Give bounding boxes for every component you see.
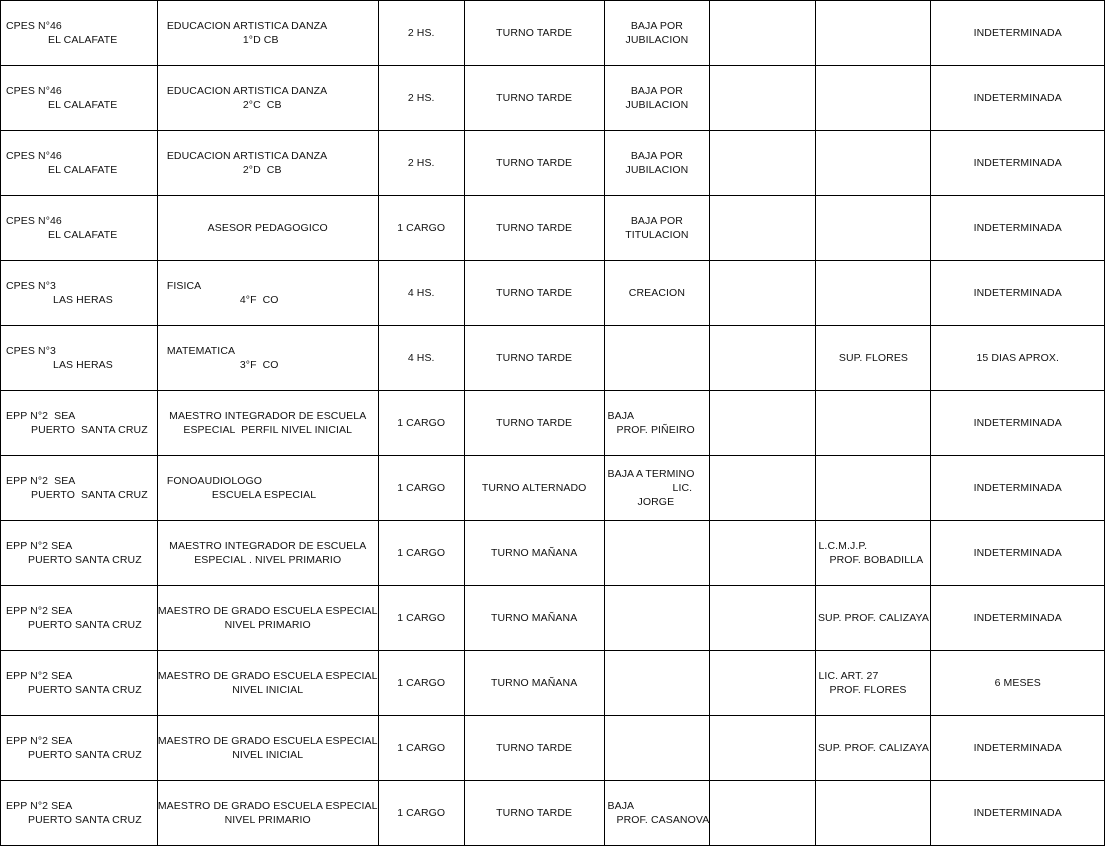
cell-line: L.C.M.J.P.: [818, 540, 868, 552]
school-cell: [1, 326, 158, 391]
table-row: [1, 651, 1105, 716]
note-cell: [816, 586, 931, 651]
cell-line: MAESTRO INTEGRADOR DE ESCUELA: [169, 540, 367, 552]
shift-cell: TURNO TARDE: [464, 391, 604, 456]
empty-cell: [710, 196, 816, 261]
cell-line: BAJA: [607, 800, 635, 812]
empty-cell: [710, 586, 816, 651]
table-row: [1, 456, 1105, 521]
hours-cell: 1 CARGO: [378, 521, 464, 586]
cell-line: EDUCACION ARTISTICA DANZA: [166, 20, 328, 32]
cell-line: 4°F CO: [239, 294, 279, 306]
note-cell: [816, 66, 931, 131]
cell-line: JORGE: [637, 496, 675, 508]
reason-cell: [604, 326, 710, 391]
cell-line: EPP N°2 SEA: [6, 475, 76, 487]
subject-cell: [157, 66, 378, 131]
shift-cell: TURNO TARDE: [464, 131, 604, 196]
note-cell: [816, 456, 931, 521]
reason-cell: [604, 391, 710, 456]
table-row: [1, 1, 1105, 66]
shift-cell: TURNO TARDE: [464, 716, 604, 781]
duration-cell: INDETERMINADA: [931, 66, 1105, 131]
cell-line: EL CALAFATE: [48, 34, 118, 46]
cell-line: CPES N°3: [6, 345, 56, 357]
cell-line: FONOAUDIOLOGO: [166, 475, 263, 487]
cell-line: JUBILACION: [625, 164, 689, 176]
cell-line: EPP N°2 SEA: [6, 800, 73, 812]
cell-line: 3°F CO: [239, 359, 279, 371]
duration-cell: INDETERMINADA: [931, 781, 1105, 846]
shift-cell: TURNO TARDE: [464, 196, 604, 261]
hours-cell: 1 CARGO: [378, 456, 464, 521]
cell-line: MAESTRO INTEGRADOR DE ESCUELA: [169, 410, 367, 422]
empty-cell: [710, 391, 816, 456]
cell-line: LAS HERAS: [53, 359, 113, 371]
cell-line: ESPECIAL . NIVEL PRIMARIO: [194, 554, 342, 566]
reason-cell: [604, 716, 710, 781]
cell-line: EPP N°2 SEA: [6, 605, 73, 617]
school-cell: [1, 196, 158, 261]
reason-cell: [604, 781, 710, 846]
duration-cell: INDETERMINADA: [931, 586, 1105, 651]
table-row: [1, 716, 1105, 781]
reason-cell: [604, 261, 710, 326]
cell-line: PROF. PIÑEIRO: [616, 424, 695, 436]
school-cell: [1, 261, 158, 326]
cell-line: PROF. CASANOVA: [616, 814, 710, 826]
cell-line: BAJA POR: [630, 150, 683, 162]
school-cell: [1, 781, 158, 846]
cell-line: EDUCACION ARTISTICA DANZA: [166, 85, 328, 97]
cell-line: CPES N°46: [6, 215, 62, 227]
reason-cell: [604, 521, 710, 586]
school-cell: [1, 716, 158, 781]
duration-cell: INDETERMINADA: [931, 261, 1105, 326]
school-cell: [1, 651, 158, 716]
empty-cell: [710, 66, 816, 131]
duration-cell: INDETERMINADA: [931, 716, 1105, 781]
shift-cell: TURNO MAÑANA: [464, 651, 604, 716]
cell-line: EPP N°2 SEA: [6, 735, 73, 747]
hours-cell: 2 HS.: [378, 66, 464, 131]
hours-cell: 2 HS.: [378, 131, 464, 196]
school-cell: [1, 131, 158, 196]
duration-cell: 6 MESES: [931, 651, 1105, 716]
cell-line: 1°D CB: [242, 34, 279, 46]
cell-line: 2°D CB: [242, 164, 282, 176]
table-body: [1, 1, 1105, 846]
reason-cell: [604, 131, 710, 196]
cell-line: BAJA POR: [630, 215, 683, 227]
cell-line: SUP. FLORES: [838, 352, 909, 364]
cell-line: PUERTO SANTA CRUZ: [31, 489, 148, 501]
shift-cell: TURNO TARDE: [464, 1, 604, 66]
reason-cell: [604, 456, 710, 521]
subject-cell: [157, 326, 378, 391]
cell-line: 2°C CB: [242, 99, 282, 111]
empty-cell: [710, 456, 816, 521]
cell-line: JUBILACION: [625, 99, 689, 111]
cell-line: ESPECIAL PERFIL NIVEL INICIAL: [183, 424, 353, 436]
subject-cell: [157, 391, 378, 456]
empty-cell: [710, 261, 816, 326]
subject-cell: [157, 651, 378, 716]
note-cell: [816, 716, 931, 781]
duration-cell: INDETERMINADA: [931, 131, 1105, 196]
cell-line: PUERTO SANTA CRUZ: [28, 814, 142, 826]
cell-line: PUERTO SANTA CRUZ: [28, 619, 142, 631]
cell-line: NIVEL PRIMARIO: [224, 814, 311, 826]
cell-line: LAS HERAS: [53, 294, 113, 306]
hours-cell: 1 CARGO: [378, 651, 464, 716]
cell-line: MAESTRO DE GRADO ESCUELA ESPECIAL: [157, 735, 378, 747]
cell-line: MATEMATICA: [166, 345, 236, 357]
duration-cell: INDETERMINADA: [931, 391, 1105, 456]
cell-line: CPES N°46: [6, 150, 62, 162]
cell-line: TITULACION: [625, 229, 689, 241]
cell-line: MAESTRO DE GRADO ESCUELA ESPECIAL: [157, 605, 378, 617]
school-cell: [1, 1, 158, 66]
cell-line: EPP N°2 SEA: [6, 540, 73, 552]
hours-cell: 1 CARGO: [378, 781, 464, 846]
shift-cell: TURNO MAÑANA: [464, 586, 604, 651]
cell-line: PUERTO SANTA CRUZ: [28, 684, 142, 696]
hours-cell: 1 CARGO: [378, 716, 464, 781]
cell-line: PUERTO SANTA CRUZ: [28, 749, 142, 761]
cell-line: MAESTRO DE GRADO ESCUELA ESPECIAL: [157, 670, 378, 682]
note-cell: [816, 196, 931, 261]
note-cell: [816, 391, 931, 456]
reason-cell: [604, 651, 710, 716]
cell-line: CPES N°46: [6, 85, 62, 97]
note-cell: [816, 131, 931, 196]
shift-cell: TURNO TARDE: [464, 66, 604, 131]
empty-cell: [710, 521, 816, 586]
cell-line: ASESOR PEDAGOGICO: [207, 222, 328, 234]
note-cell: [816, 326, 931, 391]
cell-line: BAJA A TERMINO: [607, 468, 695, 480]
subject-cell: [157, 196, 378, 261]
empty-cell: [710, 131, 816, 196]
table-row: [1, 326, 1105, 391]
cell-line: BAJA POR: [630, 85, 683, 97]
school-cell: [1, 391, 158, 456]
reason-cell: [604, 1, 710, 66]
shift-cell: TURNO ALTERNADO: [464, 456, 604, 521]
empty-cell: [710, 716, 816, 781]
cell-line: SUP. PROF. CALIZAYA: [817, 612, 929, 624]
cell-line: PROF. BOBADILLA: [829, 554, 924, 566]
hours-cell: 2 HS.: [378, 1, 464, 66]
cell-line: NIVEL PRIMARIO: [224, 619, 311, 631]
empty-cell: [710, 651, 816, 716]
hours-cell: 1 CARGO: [378, 586, 464, 651]
note-cell: [816, 261, 931, 326]
cell-line: NIVEL INICIAL: [232, 749, 304, 761]
cell-line: EL CALAFATE: [48, 229, 118, 241]
table-row: [1, 391, 1105, 456]
table-row: [1, 781, 1105, 846]
cell-line: CPES N°46: [6, 20, 62, 32]
table-row: [1, 66, 1105, 131]
shift-cell: TURNO MAÑANA: [464, 521, 604, 586]
subject-cell: [157, 131, 378, 196]
cell-line: CPES N°3: [6, 280, 56, 292]
school-cell: [1, 66, 158, 131]
cell-line: EL CALAFATE: [48, 164, 118, 176]
hours-cell: 1 CARGO: [378, 196, 464, 261]
hours-cell: 4 HS.: [378, 326, 464, 391]
cell-line: LIC.: [672, 482, 693, 494]
cell-line: EL CALAFATE: [48, 99, 118, 111]
reason-cell: [604, 586, 710, 651]
shift-cell: TURNO TARDE: [464, 261, 604, 326]
reason-cell: [604, 66, 710, 131]
subject-cell: [157, 521, 378, 586]
subject-cell: [157, 1, 378, 66]
school-cell: [1, 456, 158, 521]
cell-line: EPP N°2 SEA: [6, 670, 73, 682]
duration-cell: INDETERMINADA: [931, 521, 1105, 586]
empty-cell: [710, 1, 816, 66]
table-row: [1, 586, 1105, 651]
shift-cell: TURNO TARDE: [464, 781, 604, 846]
subject-cell: [157, 586, 378, 651]
cell-line: EPP N°2 SEA: [6, 410, 76, 422]
cell-line: BAJA POR: [630, 20, 683, 32]
duration-cell: INDETERMINADA: [931, 196, 1105, 261]
note-cell: [816, 1, 931, 66]
school-cell: [1, 586, 158, 651]
table-row: [1, 261, 1105, 326]
table-row: [1, 196, 1105, 261]
duration-cell: 15 DIAS APROX.: [931, 326, 1105, 391]
shift-cell: TURNO TARDE: [464, 326, 604, 391]
table-row: [1, 131, 1105, 196]
cell-line: SUP. PROF. CALIZAYA: [817, 742, 929, 754]
cell-line: NIVEL INICIAL: [232, 684, 304, 696]
cell-line: BAJA: [607, 410, 635, 422]
cell-line: ESCUELA ESPECIAL: [211, 489, 317, 501]
note-cell: [816, 781, 931, 846]
reason-cell: [604, 196, 710, 261]
table-row: [1, 521, 1105, 586]
empty-cell: [710, 781, 816, 846]
cell-line: LIC. ART. 27: [818, 670, 879, 682]
school-cell: [1, 521, 158, 586]
duration-cell: INDETERMINADA: [931, 456, 1105, 521]
cell-line: MAESTRO DE GRADO ESCUELA ESPECIAL: [157, 800, 378, 812]
cell-line: PROF. FLORES: [829, 684, 907, 696]
hours-cell: 1 CARGO: [378, 391, 464, 456]
note-cell: [816, 521, 931, 586]
subject-cell: [157, 781, 378, 846]
cell-line: JUBILACION: [625, 34, 689, 46]
cell-line: CREACION: [628, 287, 686, 299]
cell-line: PUERTO SANTA CRUZ: [31, 424, 148, 436]
subject-cell: [157, 716, 378, 781]
subject-cell: [157, 261, 378, 326]
subject-cell: [157, 456, 378, 521]
cell-line: FISICA: [166, 280, 202, 292]
cell-line: EDUCACION ARTISTICA DANZA: [166, 150, 328, 162]
empty-cell: [710, 326, 816, 391]
hours-cell: 4 HS.: [378, 261, 464, 326]
cell-line: PUERTO SANTA CRUZ: [28, 554, 142, 566]
duration-cell: INDETERMINADA: [931, 1, 1105, 66]
note-cell: [816, 651, 931, 716]
